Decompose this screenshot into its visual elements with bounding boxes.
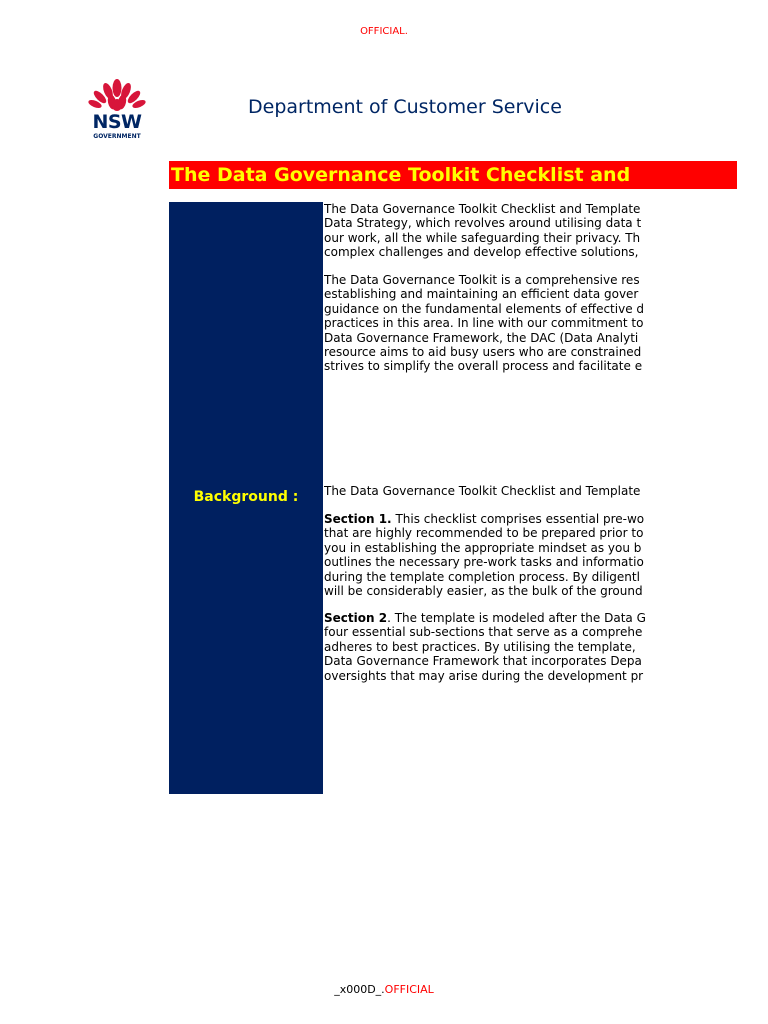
text-run: This checklist comprises essential pre-wo: [391, 512, 645, 526]
text-line: complex challenges and develop effective solutions,: [324, 245, 639, 260]
logo-text: NSW: [92, 111, 142, 133]
department-name: Department of Customer Service: [248, 96, 562, 118]
classification-marking-bottom: [0, 983, 768, 996]
paragraph-toolkit: [324, 273, 662, 374]
waratah-icon: [86, 78, 148, 114]
paragraph-intro: [324, 202, 662, 260]
text-line: our work, all the while safeguarding their privacy. Th: [324, 230, 641, 245]
text-run: . The template is modeled after the Data G: [387, 611, 646, 625]
nsw-government-logo: [86, 78, 148, 144]
paragraph-section-2: [324, 611, 662, 683]
section-2-heading: Section 2: [324, 611, 388, 625]
text-line: adheres to best practices. By utilising the template,: [324, 639, 636, 654]
document-title: The Data Governance Toolkit Checklist and: [171, 164, 631, 186]
text-line: strives to simplify the overall process and facilitate e: [324, 359, 643, 374]
text-line: Data Governance Framework that incorporates Depa: [324, 654, 642, 669]
text-line: [324, 611, 662, 625]
text-line: you in establishing the appropriate mindset as you b: [324, 540, 642, 555]
text-line: The Data Governance Toolkit is a comprehensive res: [324, 273, 640, 287]
section-1-heading: Section 1.: [324, 512, 392, 526]
text-line: will be considerably easier, as the bulk of the ground: [324, 584, 643, 599]
side-panel: [169, 202, 323, 794]
text-line: during the template completion process. By diligentl: [324, 569, 640, 584]
paragraph-checklist-intro: [324, 484, 662, 498]
logo-subtext: GOVERNMENT: [93, 133, 141, 140]
content-area: [324, 202, 662, 794]
text-line: practices in this area. In line with our commitment to: [324, 316, 644, 331]
footer-classification: OFFICIAL: [384, 983, 434, 996]
classification-marking-top: OFFICIAL.: [360, 26, 408, 37]
text-line: The Data Governance Toolkit Checklist and Template: [324, 202, 641, 216]
text-line: resource aims to aid busy users who are constrained: [324, 345, 642, 360]
paragraph-section-1: [324, 512, 662, 598]
background-label: Background :: [193, 489, 299, 505]
text-line: oversights that may arise during the development pr: [324, 668, 644, 683]
text-line: [324, 512, 662, 526]
text-line: outlines the necessary pre-work tasks and informatio: [324, 555, 644, 570]
text-line: Data Governance Framework, the DAC (Data Analyti: [324, 330, 639, 345]
text-line: guidance on the fundamental elements of effective d: [324, 301, 645, 316]
title-banner: [169, 161, 737, 189]
text-line: establishing and maintaining an efficient data gover: [324, 287, 639, 302]
text-line: four essential sub-sections that serve as a comprehe: [324, 625, 643, 640]
footer-prefix: _x000D_.: [334, 983, 385, 996]
text-line: that are highly recommended to be prepared prior to: [324, 526, 644, 541]
text-line: Data Strategy, which revolves around utilising data t: [324, 216, 642, 231]
text-line: The Data Governance Toolkit Checklist and Template: [324, 484, 641, 498]
